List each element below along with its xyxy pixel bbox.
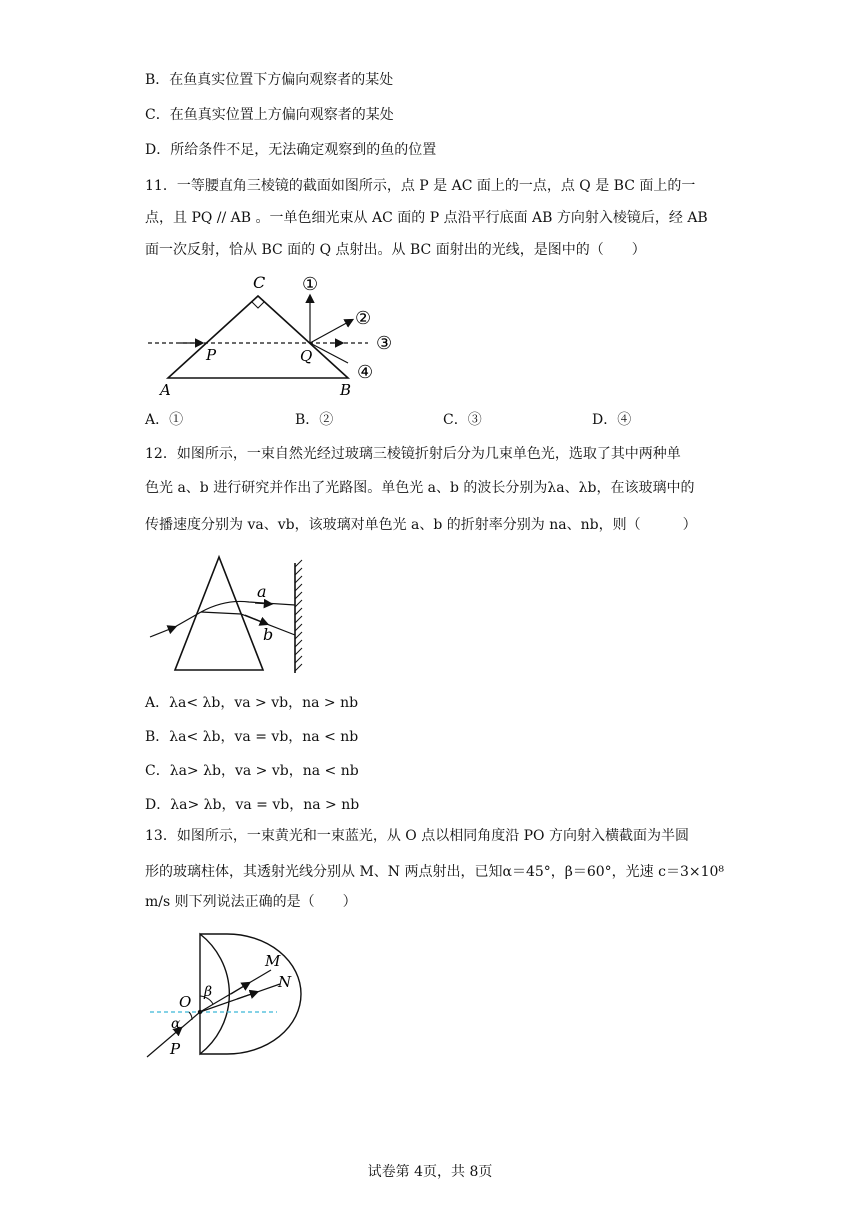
q12-option-d: D．λa> λb，va = vb，na > nb [145, 797, 360, 813]
label-o: O [179, 993, 192, 1011]
label-n: N [278, 973, 292, 991]
label-c: C [253, 273, 266, 292]
q13-semicircle-figure [145, 932, 295, 1064]
label-beta: β [204, 984, 213, 1000]
label-b-ray: b [263, 625, 274, 644]
ray-label-4: ④ [357, 362, 374, 383]
label-a: A [160, 381, 171, 399]
label-a-ray: a [257, 582, 267, 601]
q12-option-c: C．λa> λb，va > vb，na < nb [145, 763, 359, 779]
q12-line-1: 12．如图所示，一束自然光经过玻璃三棱镜折射后分为几束单色光，选取了其中两种单 [145, 446, 681, 462]
q11-prism-figure [140, 268, 400, 398]
q11-line-1: 11．一等腰直角三棱镜的截面如图所示，点 P 是 AC 面上的一点，点 Q 是 BC 面上的一 [145, 178, 696, 194]
ray-label-2: ② [355, 308, 372, 329]
prev-option-d: D．所给条件不足，无法确定观察到的鱼的位置 [145, 142, 437, 158]
ray-label-3: ③ [376, 333, 393, 354]
q11-line-2: 点，且 PQ // AB 。一单色细光束从 AC 面的 P 点沿平行底面 AB 方向射入棱镜后，经 AB [145, 210, 708, 226]
label-p2: P [170, 1040, 181, 1058]
prev-option-c: C．在鱼真实位置上方偏向观察者的某处 [145, 107, 394, 123]
q11-option-a: A．① [145, 412, 184, 428]
label-q: Q [300, 347, 313, 365]
label-p: P [206, 346, 217, 364]
prev-option-b: B．在鱼真实位置下方偏向观察者的某处 [145, 72, 394, 88]
q13-line-1: 13．如图所示，一束黄光和一束蓝光，从 O 点以相同角度沿 PO 方向射入横截面为半圆 [145, 828, 689, 844]
q11-line-3: 面一次反射，恰从 BC 面的 Q 点射出。从 BC 面射出的光线，是图中的（ ） [145, 242, 646, 258]
label-b: B [340, 381, 352, 399]
q12-option-a: A．λa< λb，va > vb，na > nb [145, 695, 359, 711]
q11-option-c: C．③ [443, 412, 482, 428]
q11-option-b: B．② [295, 412, 334, 428]
q12-option-b: B．λa< λb，va = vb，na < nb [145, 729, 359, 745]
ray-label-1: ① [302, 274, 319, 295]
page-footer: 试卷第 4页，共 8页 [367, 1164, 493, 1180]
q12-line-3: 传播速度分别为 va、vb，该玻璃对单色光 a、b 的折射率分别为 na、nb，则（ ） [145, 517, 697, 533]
label-alpha: α [171, 1016, 181, 1032]
q12-line-2: 色光 a、b 进行研究并作出了光路图。单色光 a、b 的波长分别为λa、λb，在该玻璃中的 [145, 480, 695, 496]
q13-line-2: 形的玻璃柱体，其透射光线分别从 M、N 两点射出，已知α＝45°，β＝60°，光速 c＝3×10⁸ [145, 864, 725, 880]
label-m: M [265, 952, 281, 970]
q13-line-3: m/s 则下列说法正确的是（ ） [145, 894, 357, 910]
q12-prism-figure [145, 555, 315, 680]
q11-option-d: D．④ [592, 412, 632, 428]
